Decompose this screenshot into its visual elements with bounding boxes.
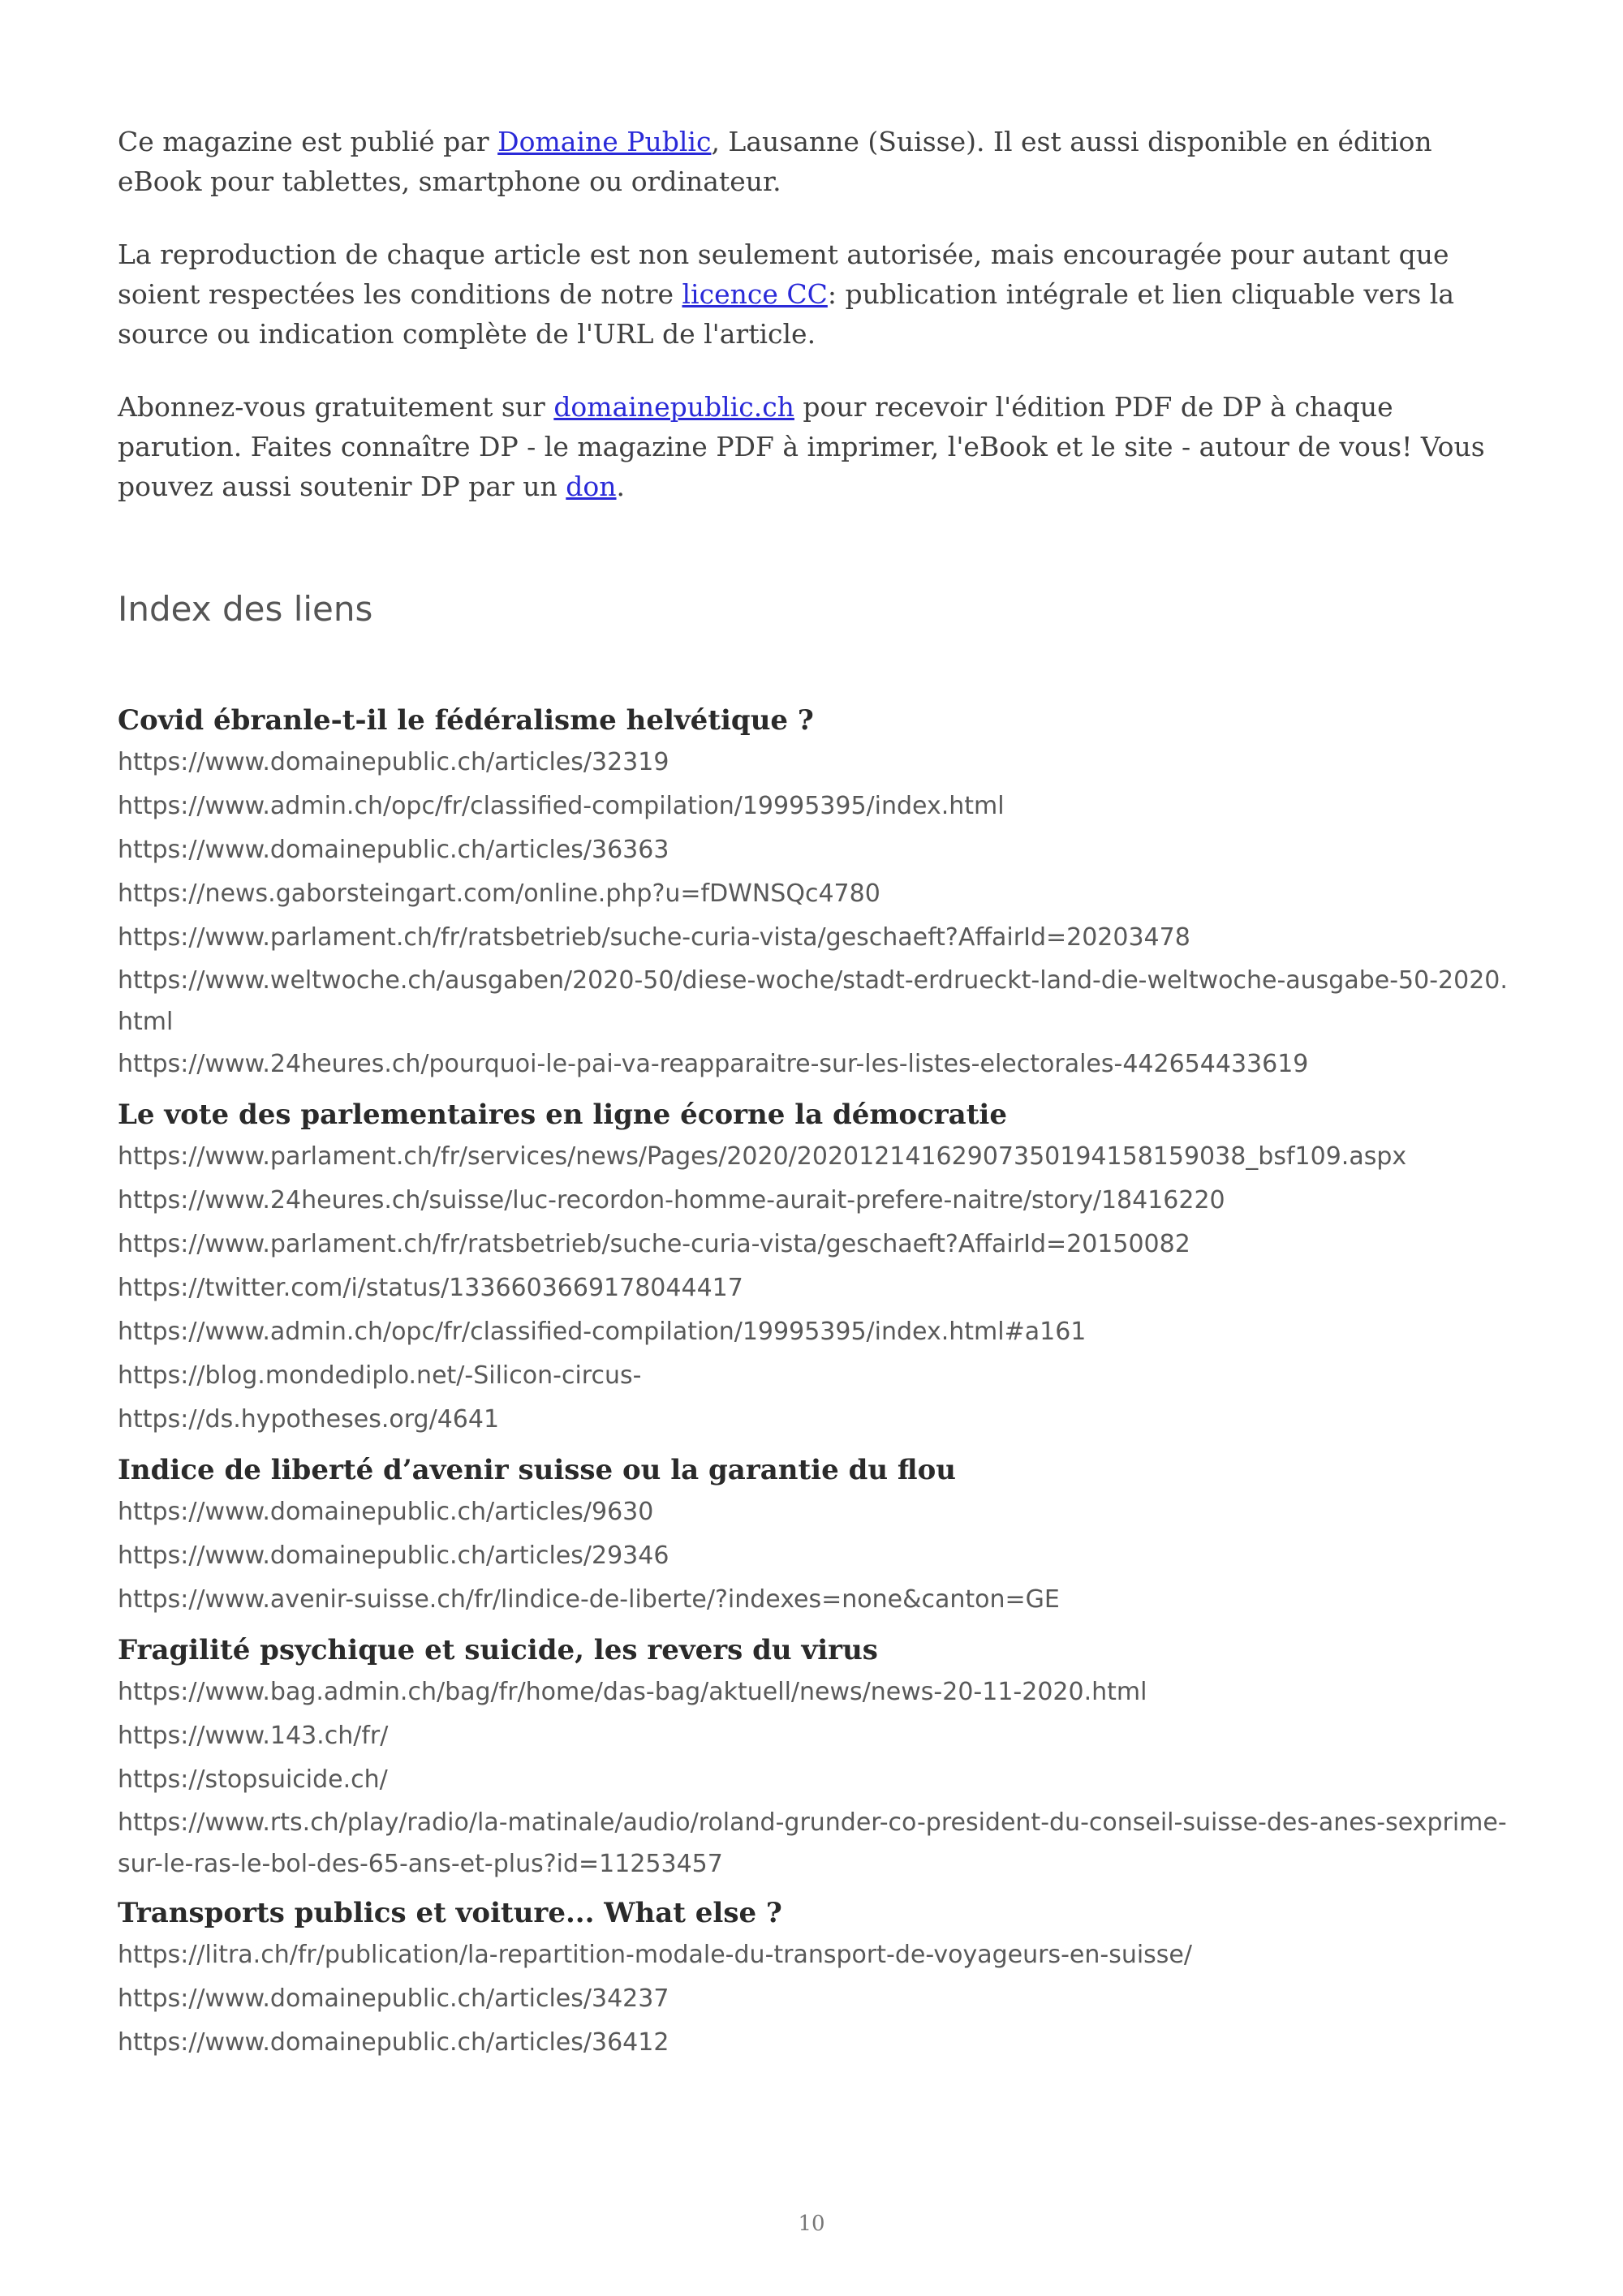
- don-link[interactable]: don: [566, 471, 617, 502]
- article-title: Indice de liberté d’avenir suisse ou la garantie du flou: [118, 1454, 957, 1486]
- url-item[interactable]: https://www.parlament.ch/fr/services/news/Pages/2020/20201214162907350194158159038_bsf109.aspx: [118, 1142, 1407, 1171]
- domainepublic-link[interactable]: domainepublic.ch: [553, 391, 794, 423]
- url-item[interactable]: https://www.domainepublic.ch/articles/34237: [118, 1984, 669, 2013]
- article-block: [118, 700, 1513, 1086]
- url-item[interactable]: https://www.rts.ch/play/radio/la-matinale/audio/roland-grunder-co-president-du-conseil-suisse-des-anes-sexprime-sur-le-ras-le-bol-des-65-ans-et-plus?id=11253457: [118, 1808, 1507, 1878]
- intro-subscribe-paragraph: Abonnez-vous gratuitement sur domainepublic.ch pour recevoir l'édition PDF de DP à chaque parution. Faites connaître DP - le magazine PDF à imprimer, l'eBook et le site - autour de vous! Vous pouvez aussi soutenir DP par un don.: [118, 391, 1485, 502]
- url-item[interactable]: https://blog.mondediplo.net/-Silicon-circus-: [118, 1361, 642, 1390]
- link-index: [118, 700, 1513, 2065]
- intro: [118, 122, 1513, 506]
- url-item[interactable]: https://www.weltwoche.ch/ausgaben/2020-50/diese-woche/stadt-erdrueckt-land-die-weltwoche-ausgabe-50-2020.html: [118, 966, 1508, 1036]
- url-item[interactable]: https://www.bag.admin.ch/bag/fr/home/das-bag/aktuell/news/news-20-11-2020.html: [118, 1678, 1147, 1706]
- domaine-public-link[interactable]: Domaine Public: [497, 126, 712, 157]
- url-item[interactable]: https://ds.hypotheses.org/4641: [118, 1405, 500, 1434]
- url-item[interactable]: https://www.domainepublic.ch/articles/9630: [118, 1498, 654, 1526]
- url-item[interactable]: https://www.24heures.ch/suisse/luc-recordon-homme-aurait-prefere-naitre/story/18416220: [118, 1186, 1225, 1215]
- url-item[interactable]: https://www.143.ch/fr/: [118, 1722, 389, 1750]
- article-title: Fragilité psychique et suicide, les revers du virus: [118, 1634, 878, 1666]
- index-title: Index des liens: [118, 589, 373, 629]
- page-content: [118, 122, 1513, 2073]
- url-item[interactable]: https://twitter.com/i/status/1336603669178044417: [118, 1274, 743, 1302]
- url-item[interactable]: https://litra.ch/fr/publication/la-repartition-modale-du-transport-de-voyageurs-en-suisse/: [118, 1941, 1192, 1969]
- article-block: [118, 1630, 1513, 1885]
- article-title: Transports publics et voiture... What else ?: [118, 1897, 782, 1929]
- url-item[interactable]: https://www.domainepublic.ch/articles/29346: [118, 1541, 669, 1570]
- intro-license-paragraph: La reproduction de chaque article est non seulement autorisée, mais encouragée pour autant que soient respectées les conditions de notre licence CC: publication intégrale et lien cliquable vers la source ou indication complète de l'URL de l'article.: [118, 239, 1455, 350]
- article-block: [118, 1893, 1513, 2065]
- page-number: 10: [798, 2212, 825, 2236]
- url-item[interactable]: https://www.avenir-suisse.ch/fr/lindice-de-liberte/?indexes=none&canton=GE: [118, 1585, 1060, 1614]
- url-item[interactable]: https://www.domainepublic.ch/articles/36412: [118, 2028, 669, 2057]
- url-item[interactable]: https://www.admin.ch/opc/fr/classified-compilation/19995395/index.html#a161: [118, 1318, 1087, 1346]
- url-item[interactable]: https://www.admin.ch/opc/fr/classified-compilation/19995395/index.html: [118, 792, 1005, 820]
- url-item[interactable]: https://www.domainepublic.ch/articles/32319: [118, 748, 669, 776]
- article-title: Le vote des parlementaires en ligne écorne la démocratie: [118, 1099, 1007, 1131]
- article-block: [118, 1450, 1513, 1622]
- article-block: [118, 1094, 1513, 1442]
- url-item[interactable]: https://www.parlament.ch/fr/ratsbetrieb/suche-curia-vista/geschaeft?AffairId=20150082: [118, 1230, 1190, 1258]
- intro-publisher-paragraph: Ce magazine est publié par Domaine Public, Lausanne (Suisse). Il est aussi disponible en édition eBook pour tablettes, smartphone ou ordinateur.: [118, 126, 1432, 197]
- url-item[interactable]: https://www.parlament.ch/fr/ratsbetrieb/suche-curia-vista/geschaeft?AffairId=20203478: [118, 923, 1190, 952]
- article-title: Covid ébranle-t-il le fédéralisme helvétique ?: [118, 704, 814, 737]
- url-item[interactable]: https://stopsuicide.ch/: [118, 1765, 388, 1794]
- url-item[interactable]: https://www.domainepublic.ch/articles/36363: [118, 836, 669, 864]
- url-item[interactable]: https://www.24heures.ch/pourquoi-le-pai-va-reapparaitre-sur-les-listes-electorales-442654433619: [118, 1050, 1309, 1078]
- url-item[interactable]: https://news.gaborsteingart.com/online.php?u=fDWNSQc4780: [118, 879, 880, 908]
- licence-cc-link[interactable]: licence CC: [682, 278, 828, 310]
